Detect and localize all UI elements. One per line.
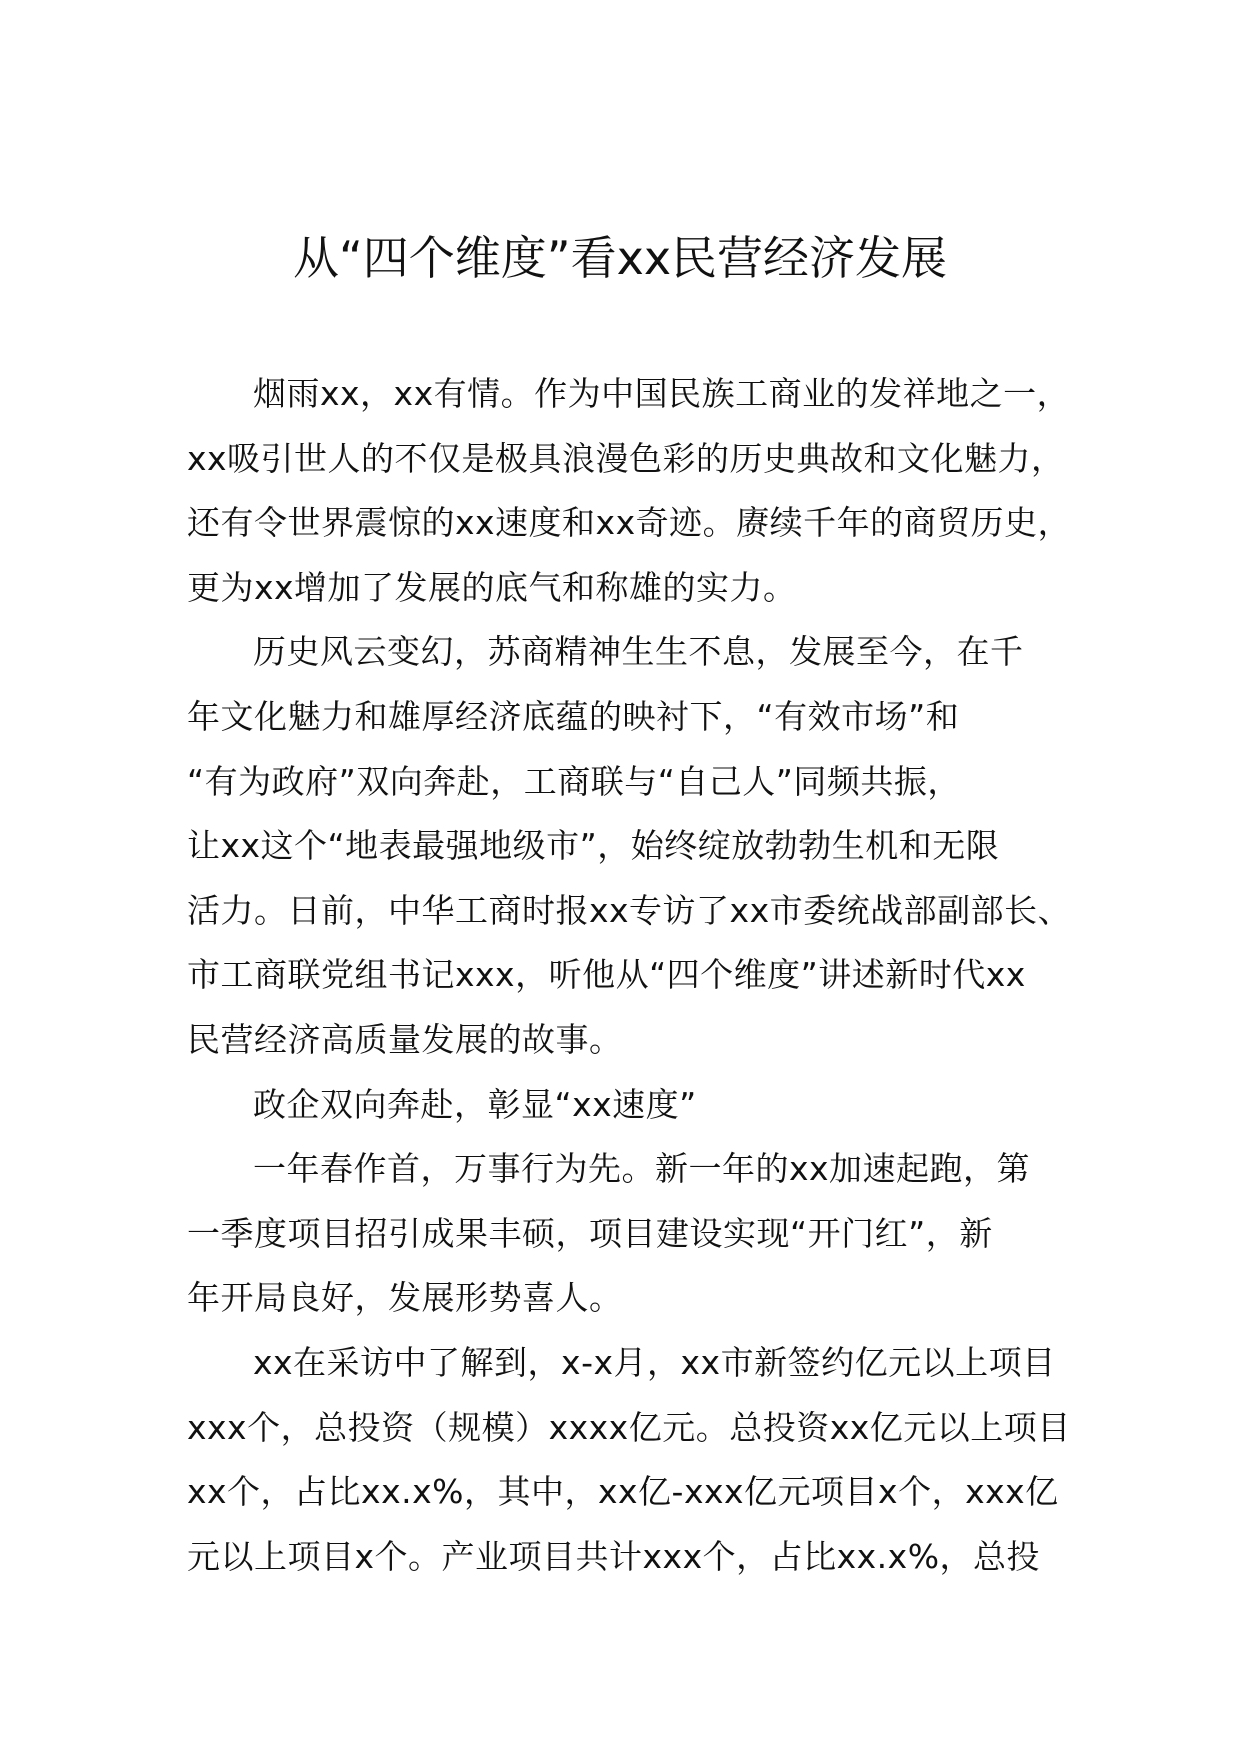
paragraph-line: 还有令世界震惊的xx速度和xx奇迹。赓续千年的商贸历史， — [187, 503, 1072, 543]
paragraph-line: 更为xx增加了发展的底气和称雄的实力。 — [187, 567, 797, 607]
paragraph-line: 让xx这个“地表最强地级市”，始终绽放勃勃生机和无限 — [187, 826, 1000, 866]
paragraph-line: 年开局良好，发展形势喜人。 — [187, 1278, 623, 1318]
paragraph-line: 元以上项目x个。产业项目共计xxx个，占比xx.x%，总投 — [187, 1536, 1041, 1576]
document-title: 从“四个维度”看xx民营经济发展 — [292, 231, 948, 285]
paragraph-line: xx在采访中了解到，x-x月，xx市新签约亿元以上项目 — [253, 1342, 1056, 1382]
paragraph-line: 市工商联党组书记xxx，听他从“四个维度”讲述新时代xx — [187, 955, 1026, 995]
paragraph-line: 一季度项目招引成果丰硕，项目建设实现“开门红”，新 — [187, 1213, 993, 1253]
paragraph-line: xxx个，总投资（规模）xxxx亿元。总投资xx亿元以上项目 — [187, 1407, 1071, 1447]
paragraph-line: xx吸引世人的不仅是极具浪漫色彩的历史典故和文化魅力， — [187, 438, 1065, 478]
paragraph-line: 年文化魅力和雄厚经济底蕴的映衬下，“有效市场”和 — [187, 696, 960, 736]
paragraph-line: “有为政府”双向奔赴，工商联与“自己人”同频共振， — [187, 761, 961, 801]
paragraph-line: xx个，占比xx.x%，其中，xx亿-xxx亿元项目x个，xxx亿 — [187, 1472, 1059, 1512]
section-heading: 政企双向奔赴，彰显“xx速度” — [253, 1084, 697, 1124]
paragraph-line: 一年春作首，万事行为先。新一年的xx加速起跑，第 — [253, 1149, 1031, 1189]
paragraph-line: 烟雨xx，xx有情。作为中国民族工商业的发祥地之一， — [253, 374, 1071, 413]
paragraph-line: 民营经济高质量发展的故事。 — [187, 1019, 623, 1059]
paragraph-line: 历史风云变幻，苏商精神生生不息，发展至今，在千 — [253, 632, 1024, 672]
document-body — [187, 362, 1077, 1589]
paragraph-line: 活力。日前，中华工商时报xx专访了xx市委统战部副部长、 — [187, 890, 1072, 930]
